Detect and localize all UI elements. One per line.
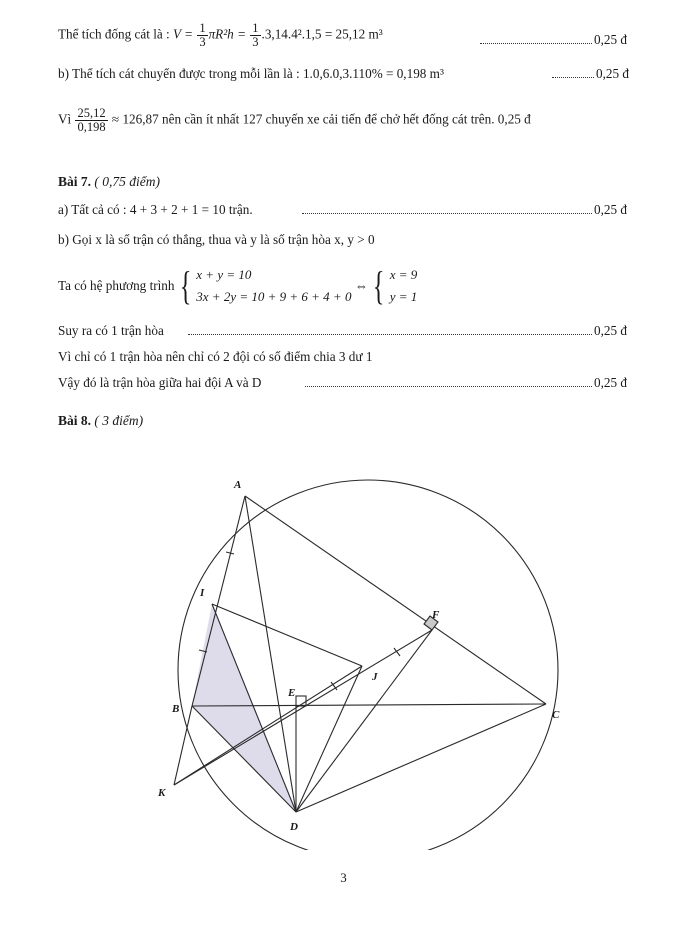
- system-intro: Ta có hệ phương trình: [58, 278, 175, 293]
- segment-IJ: [212, 604, 362, 666]
- formula-rest: .3,14.4².1,5 = 25,12 m³: [261, 26, 383, 42]
- label-I: I: [200, 587, 205, 599]
- remainder-line: Vì chỉ có 1 trận hòa nên chỉ có 2 đội có số điểm chia 3 dư 1: [58, 349, 373, 364]
- fraction-one-third-2: $\frac{1}{3}$: [252, 21, 259, 49]
- page-number: 3: [340, 870, 347, 885]
- segment-JD: [296, 666, 362, 812]
- label-K: K: [158, 787, 166, 799]
- volume-var: V =: [173, 26, 194, 42]
- trips-rest: ≈ 126,87 nên cần ít nhất 127 chuyến xe cải tiến để chở hết đống cát trên. 0,25 đ: [111, 111, 531, 127]
- label-D: D: [290, 821, 298, 833]
- variables-line: b) Gọi x là số trận có thắng, thua và y là số trận hòa x, y > 0: [58, 232, 375, 247]
- exercise-7-heading: Bài 7. ( 0,75 điểm): [58, 174, 160, 189]
- total-matches-line: a) Tất cả có : 4 + 3 + 2 + 1 = 10 trận.: [58, 202, 253, 217]
- exercise-8-heading: Bài 8. ( 3 điểm): [58, 413, 144, 428]
- left-brace-icon: {: [179, 263, 192, 308]
- formula-mid: πR²h =: [208, 26, 246, 42]
- segment-DF: [296, 630, 432, 812]
- label-B: B: [172, 703, 180, 715]
- geometry-figure: [150, 470, 570, 850]
- system-line: [58, 264, 417, 308]
- shaded-triangle: [192, 604, 296, 812]
- score-line-4: 0,25 đ: [300, 202, 627, 218]
- score-line-7: 0,25 đ: [186, 323, 627, 339]
- label-A: A: [234, 479, 242, 491]
- fraction-one-third: $\frac{1}{3}$: [199, 21, 206, 49]
- label-C: C: [552, 709, 560, 721]
- segment-BK: [174, 706, 192, 785]
- transport-volume-line: b) Thể tích cát chuyển được trong mỗi lần là : 1.0,6.0,3.110% = 0,198 m³: [58, 66, 444, 81]
- iff-symbol: ⇔: [354, 278, 368, 293]
- conclusion-line: Vậy đó là trận hòa giữa hai đội A và D: [58, 375, 262, 390]
- left-brace-icon-2: {: [373, 263, 385, 308]
- volume-formula-line: [58, 22, 383, 49]
- vi-label: Vì: [58, 111, 72, 127]
- score-line-2: 0,25 đ: [550, 66, 629, 82]
- system-result: x = 9 y = 1: [389, 267, 418, 304]
- segment-DC: [296, 704, 546, 812]
- label-J: J: [372, 671, 378, 683]
- fraction-trips: $\frac{25,12}{0,198}$: [77, 106, 106, 134]
- segment-AC: [245, 496, 546, 704]
- trips-line: [58, 107, 531, 134]
- system-equations: x + y = 10 3x + 2y = 10 + 9 + 6 + 4 + 0: [196, 267, 352, 304]
- label-F: F: [432, 609, 440, 621]
- score-line-9: 0,25 đ: [303, 375, 627, 391]
- volume-label: Thể tích đống cát là :: [58, 26, 170, 42]
- draw-count-line: Suy ra có 1 trận hòa: [58, 323, 164, 338]
- label-E: E: [288, 687, 296, 699]
- score-line-1: 0,25 đ: [478, 32, 627, 48]
